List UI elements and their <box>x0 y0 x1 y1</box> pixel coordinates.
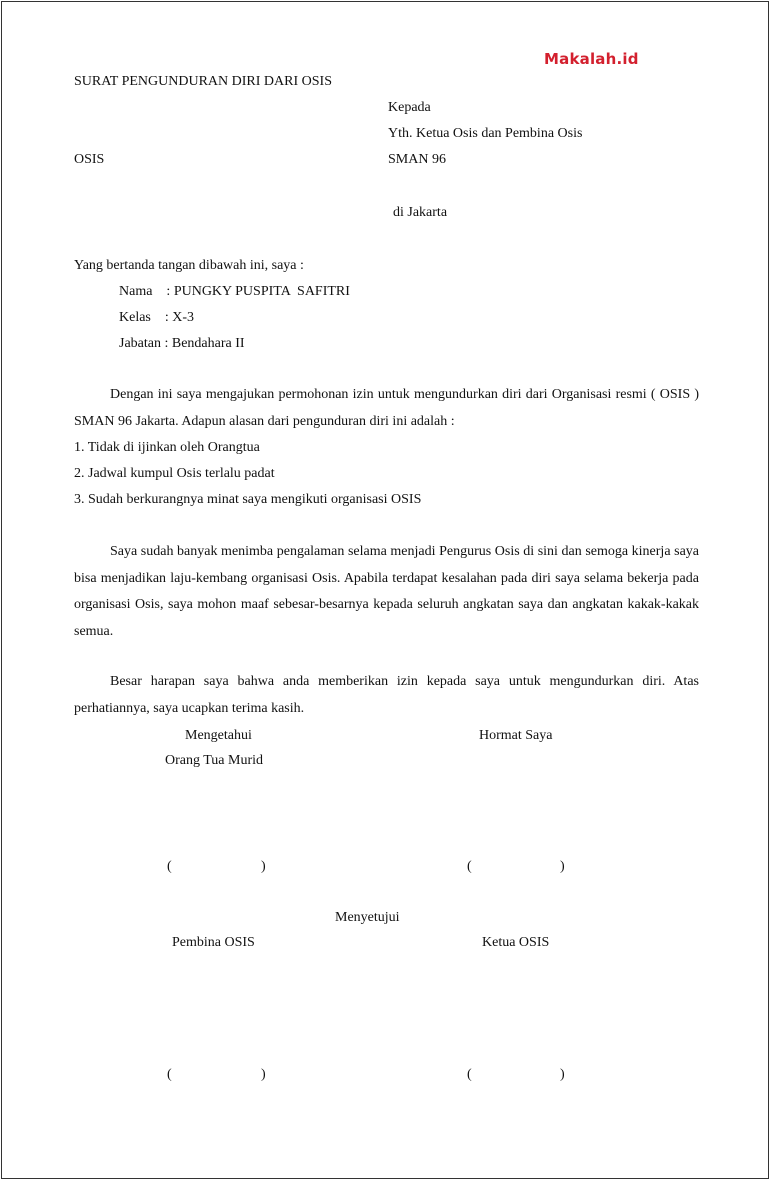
osis-label: OSIS <box>74 152 105 167</box>
reason-item: 3. Sudah berkurangnya minat saya mengikuti organisasi OSIS <box>74 492 422 507</box>
identity-nama: Nama : PUNGKY PUSPITA SAFITRI <box>119 284 350 299</box>
sign-menyetujui: Menyetujui <box>335 910 400 925</box>
reason-item: 1. Tidak di ijinkan oleh Orangtua <box>74 440 260 455</box>
paragraph-closing-text: Besar harapan saya bahwa anda memberikan izin kepada saya untuk mengundurkan diri. Atas perhatiannya, saya ucapkan terima kasih. <box>74 674 699 716</box>
signature-close-paren: ) <box>560 859 565 874</box>
paragraph-experience-text: Saya sudah banyak menimba pengalaman selama menjadi Pengurus Osis di sini dan semoga kinerja saya bisa menjadikan laju-kembang organisasi Osis. Apabila terdapat kesalahan pada diri saya selama bekerja pada organisasi Osis, saya mohon maaf sebesar-besarnya kepada seluruh angkatan saya dan angkatan kakak-kakak semua. <box>74 544 699 639</box>
sign-orang-tua: Orang Tua Murid <box>165 753 264 768</box>
signature-open-paren: ( <box>167 859 172 874</box>
signature-open-paren: ( <box>467 1067 472 1082</box>
identity-jabatan: Jabatan : Bendahara II <box>119 336 245 351</box>
sign-pembina: Pembina OSIS <box>172 935 255 950</box>
sign-mengetahui: Mengetahui <box>185 728 252 743</box>
signature-open-paren: ( <box>167 1067 172 1082</box>
recipient-school: SMAN 96 <box>388 152 446 167</box>
recipient-yth: Yth. Ketua Osis dan Pembina Osis <box>388 126 583 141</box>
paragraph-closing <box>74 669 699 722</box>
signature-open-paren: ( <box>467 859 472 874</box>
recipient-kepada: Kepada <box>388 100 431 115</box>
recipient-place: di Jakarta <box>393 205 448 220</box>
paragraph-request <box>74 382 699 435</box>
signature-close-paren: ) <box>261 1067 266 1082</box>
watermark-logo: Makalah.id <box>544 50 639 68</box>
letter-title: SURAT PENGUNDURAN DIRI DARI OSIS <box>74 74 332 89</box>
sign-ketua: Ketua OSIS <box>482 935 550 950</box>
paragraph-request-text: Dengan ini saya mengajukan permohonan izin untuk mengundurkan diri dari Organisasi resmi ( OSIS ) SMAN 96 Jakarta. Adapun alasan dari pengunduran diri ini adalah : <box>74 387 699 429</box>
signature-close-paren: ) <box>261 859 266 874</box>
sign-hormat: Hormat Saya <box>479 728 553 743</box>
identity-intro: Yang bertanda tangan dibawah ini, saya : <box>74 258 304 273</box>
paragraph-experience <box>74 539 699 645</box>
identity-kelas: Kelas : X-3 <box>119 310 195 325</box>
reason-item: 2. Jadwal kumpul Osis terlalu padat <box>74 466 275 481</box>
signature-close-paren: ) <box>560 1067 565 1082</box>
